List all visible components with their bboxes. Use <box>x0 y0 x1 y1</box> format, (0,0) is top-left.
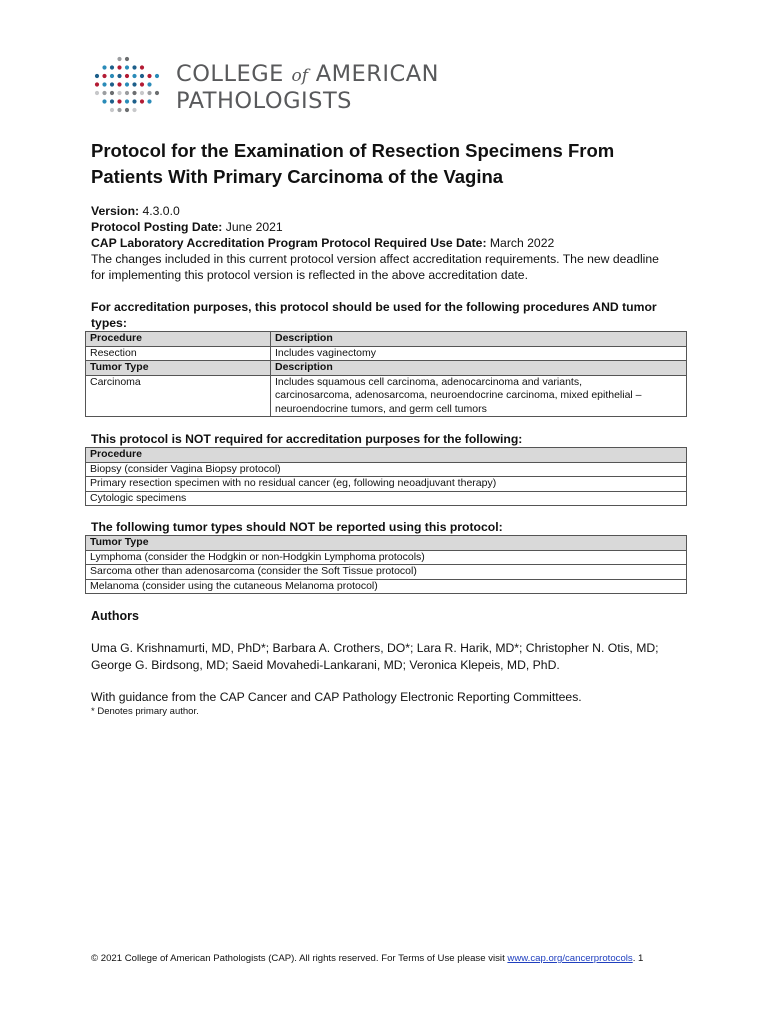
logo-dot <box>102 65 106 69</box>
table-row: Procedure <box>86 448 687 463</box>
logo-dot <box>140 82 144 86</box>
logo-line-1: COLLEGE of AMERICAN <box>176 61 439 87</box>
authors-list: Uma G. Krishnamurti, MD, PhD*; Barbara A. Crothers, DO*; Lara R. Harik, MD*; Christopher N. Otis, MD; George G. Birdsong, MD; Saeid Movahedi-Lankarani, MD; Veronica Klepeis, MD, PhD. <box>91 641 659 672</box>
logo-dot <box>102 74 106 78</box>
not-required-heading: This protocol is NOT required for accreditation purposes for the following: <box>91 432 523 446</box>
logo-dot <box>117 82 121 86</box>
required-use-date-line: CAP Laboratory Accreditation Program Protocol Required Use Date: March 2022 <box>91 236 555 250</box>
logo-dot <box>147 91 151 95</box>
logo-dot <box>110 108 114 112</box>
logo-dot <box>140 99 144 103</box>
logo-dot <box>95 82 99 86</box>
logo-dot <box>125 74 129 78</box>
logo-dot <box>102 91 106 95</box>
table-row <box>86 332 687 347</box>
logo-dot <box>147 99 151 103</box>
page-number: . 1 <box>632 953 644 964</box>
table-row: Biopsy (consider Vagina Biopsy protocol) <box>86 462 687 477</box>
logo-dot <box>132 82 136 86</box>
changes-note-line-2: for implementing this protocol version is reflected in the above accreditation date. <box>91 268 528 282</box>
logo-dot <box>125 82 129 86</box>
cap-logo <box>92 54 492 116</box>
logo-dot <box>155 74 159 78</box>
cap-logo-text <box>176 62 439 114</box>
table-row: Lymphoma (consider the Hodgkin or non-Hodgkin Lymphoma protocols) <box>86 550 687 565</box>
logo-dot <box>125 65 129 69</box>
logo-dot <box>125 99 129 103</box>
cancer-protocols-link[interactable]: www.cap.org/cancerprotocols <box>507 953 633 964</box>
logo-dot <box>140 91 144 95</box>
logo-dot <box>110 65 114 69</box>
logo-dot <box>110 99 114 103</box>
logo-dot <box>102 99 106 103</box>
logo-dot <box>95 74 99 78</box>
authors-heading: Authors <box>91 609 139 623</box>
logo-dot <box>125 91 129 95</box>
logo-dot <box>117 65 121 69</box>
logo-dot <box>132 108 136 112</box>
logo-dot <box>110 74 114 78</box>
logo-dot <box>132 99 136 103</box>
logo-dot <box>117 74 121 78</box>
tumor-type-header: Tumor Type <box>86 361 271 376</box>
table-row: Cytologic specimens <box>86 491 687 506</box>
logo-dot <box>140 65 144 69</box>
logo-dot <box>147 82 151 86</box>
protocol-metadata <box>91 203 691 283</box>
logo-dot <box>110 82 114 86</box>
table-row: Tumor Type <box>86 536 687 551</box>
guidance-note: With guidance from the CAP Cancer and CAP Pathology Electronic Reporting Committees. <box>91 690 582 704</box>
logo-dot <box>132 91 136 95</box>
logo-dot <box>125 108 129 112</box>
procedure-header: Procedure <box>86 332 271 347</box>
logo-dot <box>117 57 121 61</box>
logo-dot <box>102 82 106 86</box>
logo-dot <box>140 74 144 78</box>
accreditation-heading: For accreditation purposes, this protocol should be used for the following procedures AND tumor types: <box>91 300 657 330</box>
accreditation-table <box>85 331 687 417</box>
table-row: Sarcoma other than adenosarcoma (consider the Soft Tissue protocol) <box>86 565 687 580</box>
table-row: Resection Includes vaginectomy <box>86 346 687 361</box>
changes-note-line-1: The changes included in this current protocol version affect accreditation requirements. The new deadline <box>91 252 659 266</box>
not-required-table <box>85 447 687 506</box>
logo-dot <box>117 91 121 95</box>
logo-dot <box>147 74 151 78</box>
primary-author-footnote: * Denotes primary author. <box>91 706 199 717</box>
logo-line-2: PATHOLOGISTS <box>176 88 352 114</box>
version-line: Version: 4.3.0.0 <box>91 204 180 218</box>
logo-dot <box>117 108 121 112</box>
page-title: Protocol for the Examination of Resection Specimens From Patients With Primary Carcinoma of the Vagina <box>91 140 615 187</box>
table-row: Primary resection specimen with no residual cancer (eg, following neoadjuvant therapy) <box>86 477 687 492</box>
logo-dot <box>110 91 114 95</box>
not-reported-heading: The following tumor types should NOT be reported using this protocol: <box>91 520 503 534</box>
logo-dot <box>125 57 129 61</box>
description-header: Description <box>271 332 687 347</box>
not-reported-table <box>85 535 687 594</box>
logo-dot <box>117 99 121 103</box>
table-row <box>86 361 687 376</box>
tumor-description-header: Description <box>271 361 687 376</box>
copyright-text: © 2021 College of American Pathologists (CAP). All rights reserved. For Terms of Use please visit <box>91 953 508 964</box>
logo-dot <box>95 91 99 95</box>
table-row: Melanoma (consider using the cutaneous Melanoma protocol) <box>86 579 687 594</box>
table-row: Carcinoma Includes squamous cell carcinoma, adenocarcinoma and variants, carcinosarcoma, adenosarcoma, neuroendocrine carcinoma, mixed epithelial – neuroendocrine tumors, and germ cell tumors <box>86 375 687 417</box>
posting-date-line: Protocol Posting Date: June 2021 <box>91 220 283 234</box>
logo-dot <box>155 91 159 95</box>
logo-dot <box>132 65 136 69</box>
page-footer <box>91 953 691 964</box>
cap-logo-dots-icon <box>92 54 162 116</box>
logo-dot <box>132 74 136 78</box>
